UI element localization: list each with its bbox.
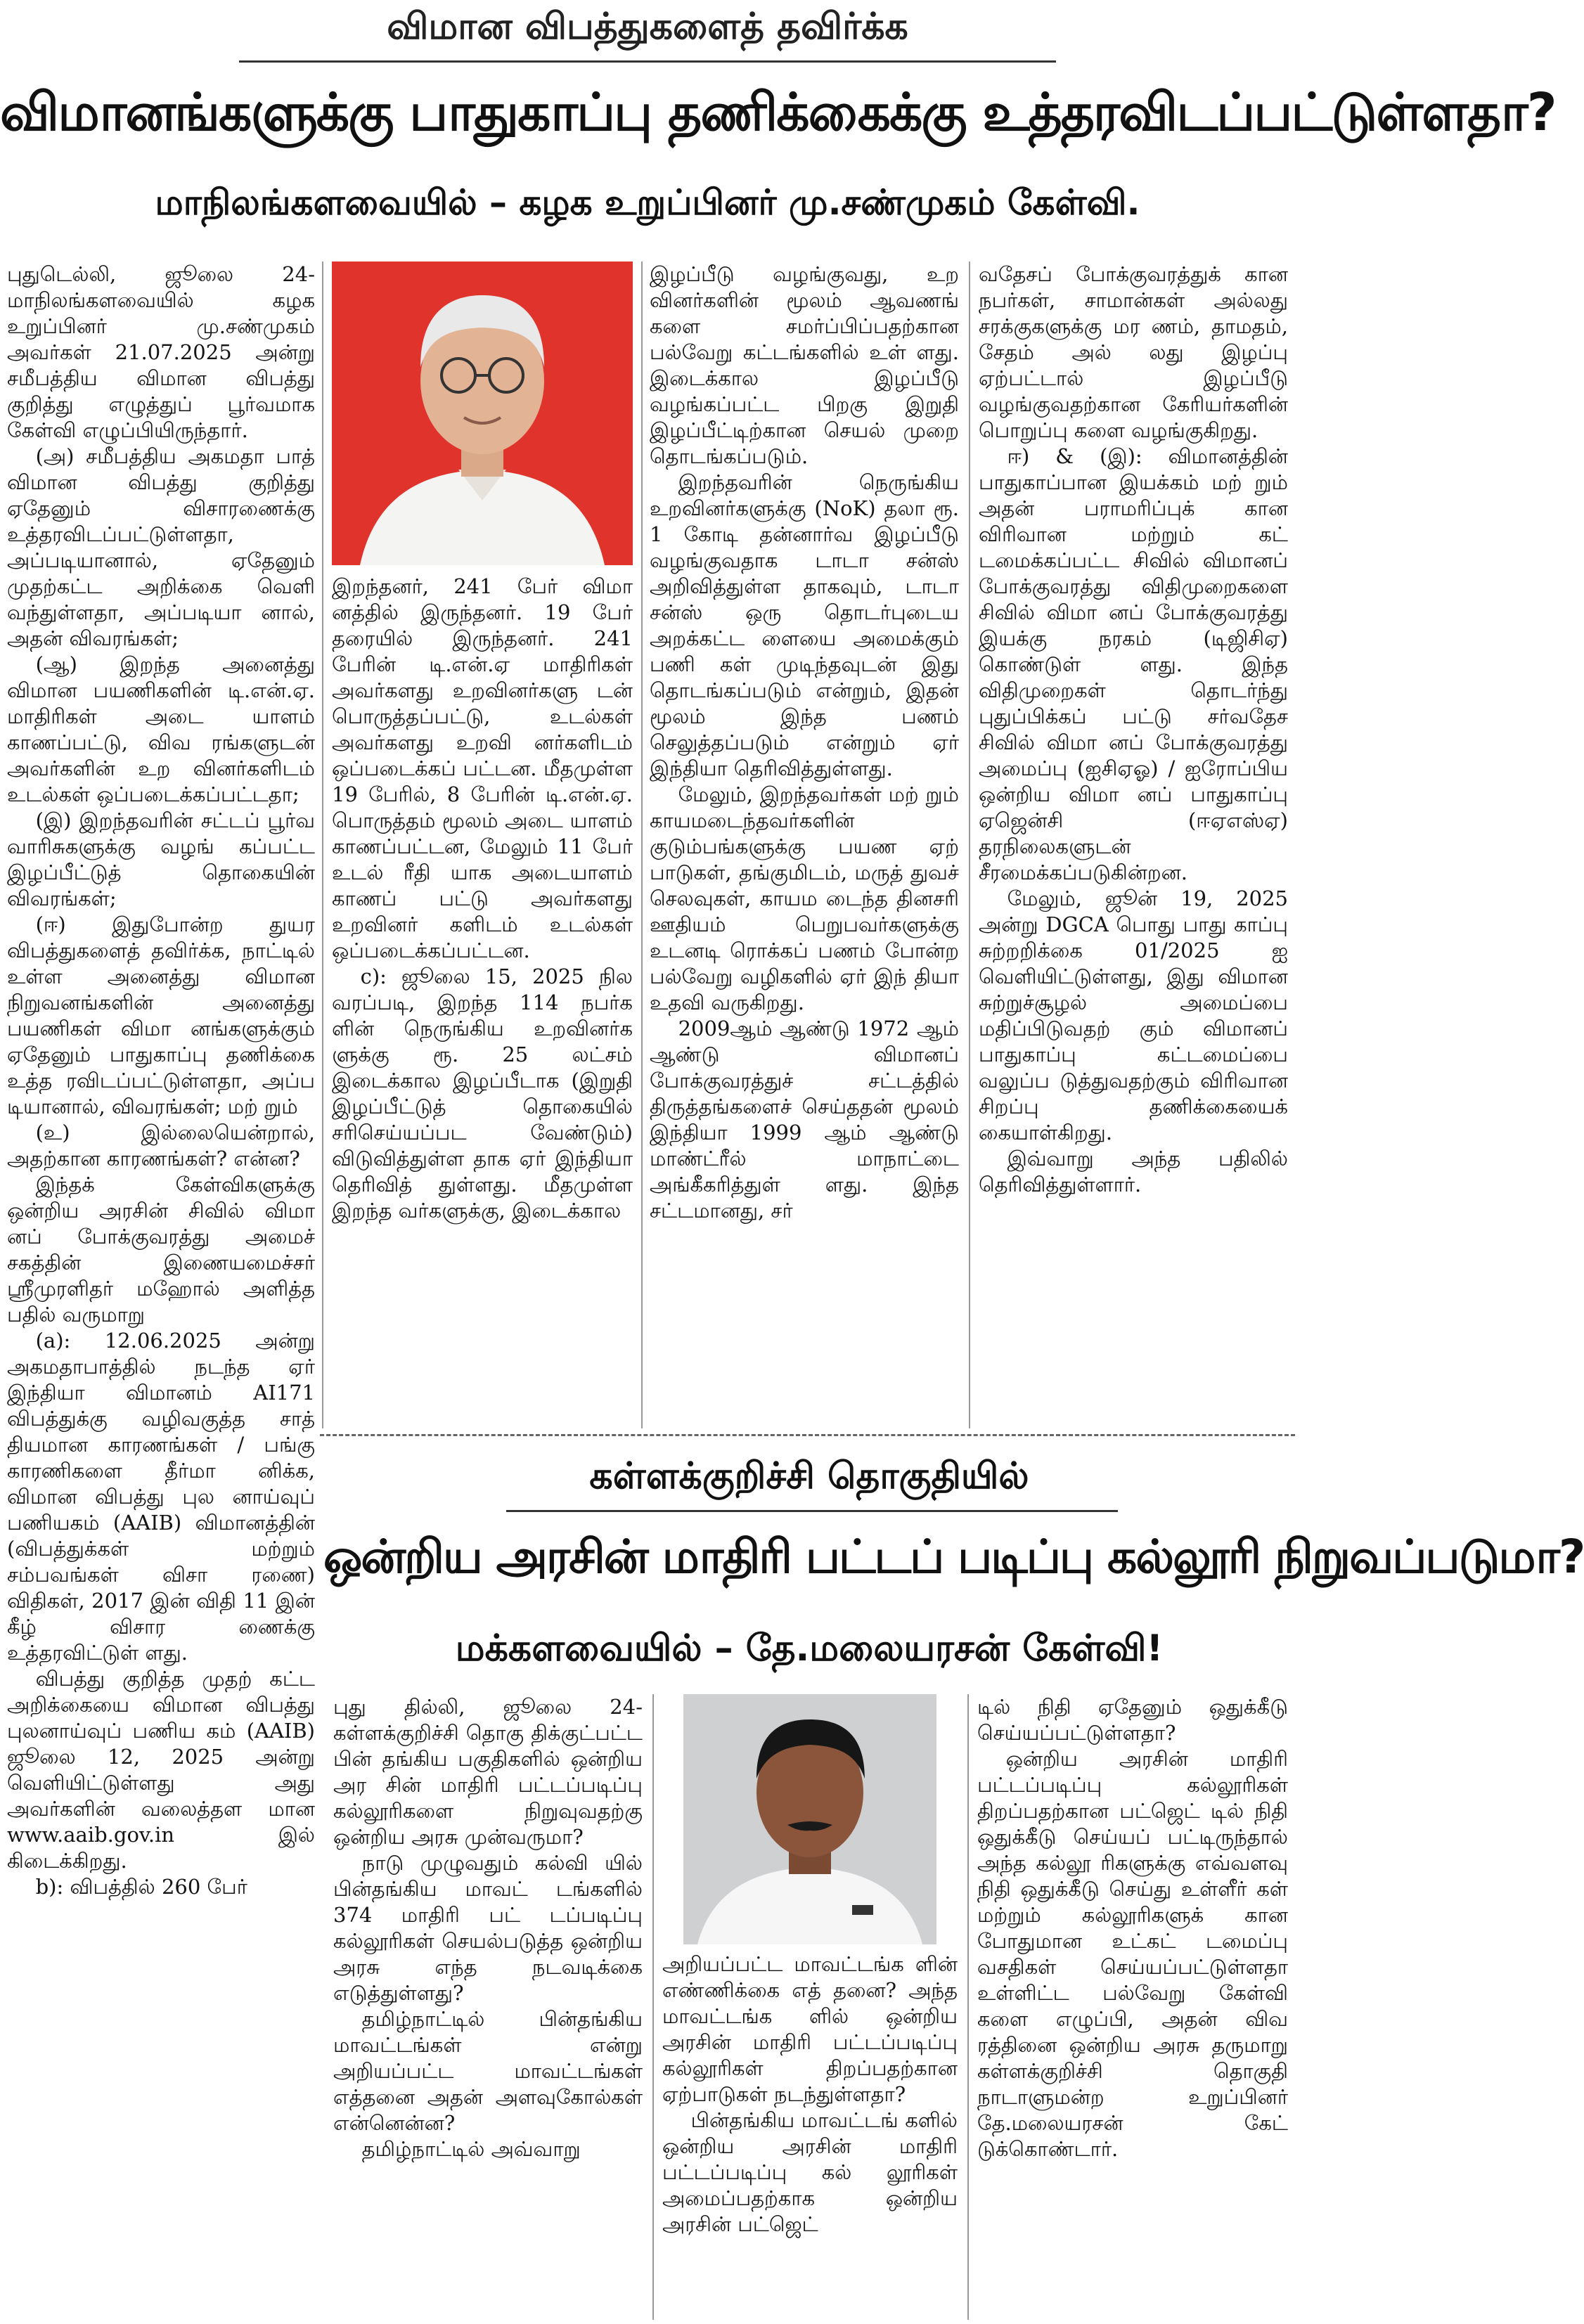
article1-column-3 (650, 262, 959, 1428)
paragraph: 2009ஆம் ஆண்டு 1972 ஆம் ஆண்டு விமானப் போக்குவரத்துச் சட்டத்தில் திருத்தங்களைச் செய்ததன் மூலம் இந்தியா 1999 ஆம் ஆண்டு மாண்ட்ரீல் மாநாட்டை அங்கீகரித்துள் ளது. இந்த சட்டமானது, சர் (650, 1016, 959, 1222)
paragraph: வதேசப் போக்குவரத்துக் கான நபர்கள், சாமான்கள் அல்லது சரக்குகளுக்கு மர ணம், தாமதம், சேதம் அல் லது இழப்பு ஏற்பட்டால் இழப்பீடு வழங்குவதற்கான கேரியர்களின் பொறுப்பு களை வழங்குகிறது. (979, 262, 1288, 442)
paragraph: நாடு முழுவதும் கல்வி யில் பின்தங்கிய மாவட் டங்களில் 374 மாதிரி பட் டப்படிப்பு கல்லூரிகள் செயல்படுத்த ஒன்றிய அரசு எந்த நடவடிக்கை எடுத்துள்ளது? (333, 1851, 643, 2005)
column-divider (967, 1694, 969, 2320)
paragraph: (உ) இல்லையென்றால், அதற்கான காரணங்கள்? என்ன? (7, 1121, 315, 1170)
article1-column-4 (979, 262, 1288, 1428)
paragraph: ஒன்றிய அரசின் மாதிரி பட்டப்படிப்பு கல்லூரிகள் திறப்பதற்கான பட்ஜெட் டில் நிதி ஒதுக்கீடு செய்யப் பட்டிருந்தால் அந்த கல்லூ ரிகளுக்கு எவ்வளவு நிதி ஒதுக்கீடு செய்து உள்ளீர் கள் மற்றும் கல்லூரிகளுக் கான போதுமான உட்கட் டமைப்பு வசதிகள் செய்யப்பட்டுள்ளதா உள்ளிட்ட பல்வேறு கேள்வி களை எழுப்பி, அதன் விவ ரத்தினை ஒன்றிய அரசு தருமாறு கள்ளக்குறிச்சி தொகுதி நாடாளுமன்ற உறுப்பினர் தே.மலையரசன் கேட் டுக்கொண்டார். (977, 1747, 1288, 2161)
paragraph: தமிழ்நாட்டில் பின்தங்கிய மாவட்டங்கள் என்று அறியப்பட்ட மாவட்டங்கள் எத்தனை அதன் அளவுகோல்கள் என்னென்ன? (333, 2007, 643, 2135)
paragraph: c): ஜூலை 15, 2025 நில வரப்படி, இறந்த 114 நபர்க ளின் நெருங்கிய உறவினர்க ளுக்கு ரூ. 25 லட்சம் இடைக்கால இழப்பீடாக (இறுதி இழப்பீட்டுத் தொகையில் சரிசெய்யப்பட வேண்டும்) விடுவித்துள்ள தாக ஏர் இந்தியா தெரிவித் துள்ளது. மீதமுள்ள இறந்த வர்களுக்கு, இடைக்கால (332, 964, 633, 1222)
column-divider (322, 262, 323, 1428)
paragraph: மேலும், ஜூன் 19, 2025 அன்று DGCA பொது பாது காப்பு சுற்றறிக்கை 01/2025 ஐ வெளியிட்டுள்ளது, இது விமான சுற்றுச்சூழல் அமைப்பை மதிப்பிடுவதற் கும் விமானப் பாதுகாப்பு கட்டமைப்பை வலுப்ப டுத்துவதற்கும் விரிவான சிறப்பு தணிக்கையைக் கையாள்கிறது. (979, 886, 1288, 1144)
column-divider (969, 262, 970, 1428)
paragraph: தமிழ்நாட்டில் அவ்வாறு (361, 2137, 581, 2161)
paragraph: (ஆ) இறந்த அனைத்து விமான பயணிகளின் டி.என்.ஏ. மாதிரிகள் அடை யாளம் காணப்பட்டு, விவ ரங்களுடன் அவர்களின் உற வினர்களிடம் உடல்கள் ஒப்படைக்கப்பட்டதா; (7, 652, 315, 806)
article2-subheadline: மக்களவையில் – தே.மலையரசன் கேள்வி! (455, 1627, 1164, 1670)
column-divider (652, 1694, 654, 2320)
paragraph: புது தில்லி, ஜூலை 24- கள்ளக்குறிச்சி தொகு திக்குட்பட்ட பின் தங்கிய பகுதிகளில் ஒன்றிய அர சின் மாதிரி பட்டப்படிப்பு கல்லூரிகளை நிறுவுவதற்கு ஒன்றிய அரசு முன்வருமா? (333, 1695, 643, 1849)
paragraph: இறந்தவரின் நெருங்கிய உறவினர்களுக்கு (NoK) தலா ரூ. 1 கோடி தன்னார்வ இழப்பீடு வழங்குவதாக டாடா சன்ஸ் அறிவித்துள்ள தாகவும், டாடா சன்ஸ் ஒரு தொடர்புடைய அறக்கட்ட ளையை அமைக்கும் பணி கள் முடிந்தவுடன் இது தொடங்கப்படும் என்றும், இதன் மூலம் இந்த பணம் செலுத்தப்படும் என்றும் ஏர் இந்தியா தெரிவித்துள்ளது. (650, 470, 959, 780)
paragraph: விபத்து குறித்த முதற் கட்ட அறிக்கையை விமான விபத்து புலனாய்வுப் பணிய கம் (AAIB) ஜூலை 12, 2025 அன்று வெளியிட்டுள்ளது அது அவர்களின் வலைத்தள மான www.aaib.gov.in இல் கிடைக்கிறது. (7, 1667, 315, 1873)
article2-column-3 (977, 1694, 1288, 2320)
article1-headline: விமானங்களுக்கு பாதுகாப்பு தணிக்கைக்கு உத்தரவிடப்பட்டுள்ளதா? (0, 82, 1556, 143)
article2-headline: ஒன்றிய அரசின் மாதிரி பட்டப் படிப்பு கல்லூரி நிறுவப்படுமா? (323, 1530, 1584, 1584)
paragraph: புதுடெல்லி, ஜூலை 24- மாநிலங்களவையில் கழக உறுப்பினர் மு.சண்முகம் அவர்கள் 21.07.2025 அன்று சமீபத்திய விமான விபத்து குறித்து எழுத்துப் பூர்வமாக கேள்வி எழுப்பியிருந்தார். (7, 262, 315, 442)
paragraph: இந்தக் கேள்விகளுக்கு ஒன்றிய அரசின் சிவில் விமா னப் போக்குவரத்து அமைச் சகத்தின் இணையமைச்சர் ஸ்ரீமுரளிதர் மஹோல் அளித்த பதில் வருமாறு (7, 1173, 315, 1326)
article1-column-1 (7, 262, 315, 2321)
article1-kicker: விமான விபத்துகளைத் தவிர்க்க (387, 5, 908, 48)
paragraph: டில் நிதி ஏதேனும் ஒதுக்கீடு செய்யப்பட்டுள்ளதா? (977, 1695, 1288, 1745)
article1-subheadline: மாநிலங்களவையில் – கழக உறுப்பினர் மு.சண்முகம் கேள்வி. (155, 182, 1140, 223)
paragraph: ஈ) & (இ): விமானத்தின் பாதுகாப்பான இயக்கம் மற் றும் அதன் பராமரிப்புக் கான விரிவான மற்றும் கட் டமைக்கப்பட்ட சிவில் விமானப் போக்குவரத்து விதிமுறைகளை சிவில் விமா னப் போக்குவரத்து இயக்கு நரகம் (டிஜிசிஏ) கொண்டுள் ளது. இந்த விதிமுறைகள் தொடர்ந்து புதுப்பிக்கப் பட்டு சர்வதேச சிவில் விமா னப் போக்குவரத்து அமைப்பு (ஐசிஏஓ) / ஐரோப்பிய ஒன்றிய விமா னப் பாதுகாப்பு ஏஜென்சி (ஈஏஎஸ்ஏ) தரநிலைகளுடன் சீரமைக்கப்படுகின்றன. (979, 444, 1288, 884)
paragraph: (இ) இறந்தவரின் சட்டப் பூர்வ வாரிசுகளுக்கு வழங் கப்பட்ட இழப்பீட்டுத் தொகையின் விவரங்கள்; (7, 808, 315, 910)
paragraph: இவ்வாறு அந்த பதிலில் தெரிவித்துள்ளார். (979, 1147, 1288, 1196)
paragraph: பின்தங்கிய மாவட்டங் களில் ஒன்றிய அரசின் மாதிரி பட்டப்படிப்பு கல் லூரிகள் அமைப்பதற்காக ஒன்றிய அரசின் பட்ஜெட் (662, 2108, 958, 2236)
paragraph: மேலும், இறந்தவர்கள் மற் றும் காயமடைந்தவர்களின் குடும்பங்களுக்கு பயண ஏற் பாடுகள், தங்குமிடம், மருத் துவச் செலவுகள், காயம டைந்த தினசரி ஊதியம் பெறுபவர்களுக்கு உடனடி ரொக்கப் பணம் போன்ற பல்வேறு வழிகளில் ஏர் இந் தியா உதவி வருகிறது. (650, 782, 959, 1014)
member-portrait-1 (332, 262, 633, 565)
paragraph: அறியப்பட்ட மாவட்டங்க ளின் எண்ணிக்கை எத் தனை? அந்த மாவட்டங்க ளில் ஒன்றிய அரசின் மாதிரி பட்டப்படிப்பு கல்லூரிகள் திறப்பதற்கான ஏற்பாடுகள் நடந்துள்ளதா? (662, 1952, 958, 2106)
member-portrait-2 (683, 1694, 936, 1944)
kicker-underline (506, 1510, 1118, 1512)
paragraph: (ஈ) இதுபோன்ற துயர விபத்துகளைத் தவிர்க்க, நாட்டில் உள்ள அனைத்து விமான நிறுவனங்களின் அனைத்து பயணிகள் விமா னங்களுக்கும் ஏதேனும் பாதுகாப்பு தணிக்கை உத்த ரவிடப்பட்டுள்ளதா, அப்ப டியானால், விவரங்கள்; மற் றும் (7, 912, 315, 1118)
article1-column-2 (332, 574, 633, 1431)
article2-kicker: கள்ளக்குறிச்சி தொகுதியில் (589, 1455, 1029, 1497)
paragraph: இழப்பீடு வழங்குவது, உற வினர்களின் மூலம் ஆவணங் களை சமர்ப்பிப்பதற்கான பல்வேறு கட்டங்களில் உள் ளது. இடைக்கால இழப்பீடு வழங்கப்பட்ட பிறகு இறுதி இழப்பீட்டிற்கான செயல் முறை தொடங்கப்படும். (650, 262, 959, 468)
article2-column-1 (333, 1694, 643, 2320)
paragraph: b): விபத்தில் 260 பேர் (35, 1875, 247, 1899)
article2-column-2 (662, 1951, 958, 2321)
paragraph: (a): 12.06.2025 அன்று அகமதாபாத்தில் நடந்த ஏர் இந்தியா விமானம் AI171 விபத்துக்கு வழிவகுத்த சாத் தியமான காரணங்கள் / பங்கு காரணிகளை தீர்மா னிக்க, விமான விபத்து புல னாய்வுப் பணியகம் (AAIB) விமானத்தின் (விபத்துக்கள் மற்றும் சம்பவங்கள் விசா ரணை) விதிகள், 2017 இன் விதி 11 இன் கீழ் விசார ணைக்கு உத்தரவிட்டுள் ளது. (7, 1329, 315, 1665)
article-separator (320, 1434, 1295, 1436)
paragraph: இறந்தனர், 241 பேர் விமா னத்தில் இருந்தனர். 19 பேர் தரையில் இருந்தனர். 241 பேரின் டி.என்.ஏ மாதிரிகள் அவர்களது உறவினர்களு டன் பொருத்தப்பட்டு, உடல்கள் அவர்களது உறவி னர்களிடம் ஒப்படைக்கப் பட்டன. மீதமுள்ள 19 பேரில், 8 பேரின் டி.என்.ஏ. பொருத்தம் மூலம் அடை யாளம் காணப்பட்டன, மேலும் 11 பேர் உடல் ரீதி யாக அடையாளம் காணப் பட்டு அவர்களது உறவினர் களிடம் உடல்கள் ஒப்படைக்கப்பட்டன. (332, 574, 633, 962)
column-divider (641, 262, 643, 1428)
kicker-underline (239, 60, 1056, 63)
paragraph: (அ) சமீபத்திய அகமதா பாத் விமான விபத்து குறித்து ஏதேனும் விசாரணைக்கு உத்தரவிடப்பட்டுள்ளதா, அப்படியானால், ஏதேனும் முதற்கட்ட அறிக்கை வெளி வந்துள்ளதா, அப்படியா னால், அதன் விவரங்கள்; (7, 444, 315, 650)
